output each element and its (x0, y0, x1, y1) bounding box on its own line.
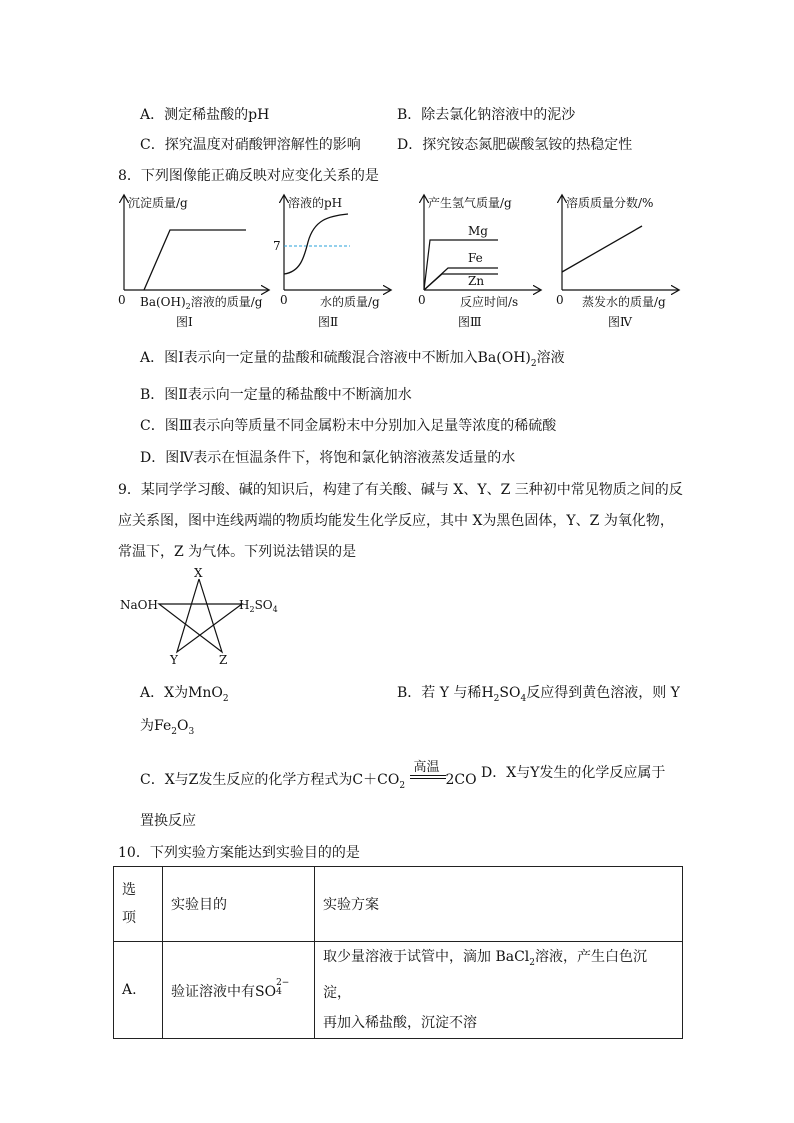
table-row (114, 942, 683, 1039)
graph-4 (556, 192, 686, 332)
graph-4-xlabel: 蒸发水的质量/g (582, 295, 666, 309)
graph-3-zn-label: Zn (468, 274, 485, 288)
graph-3-fe-line (424, 268, 498, 290)
graph-2-origin: 0 (280, 293, 288, 307)
graph-1-ylabel: 沉淀质量/g (128, 196, 188, 210)
row-a-purpose: 验证溶液中有SO 2− 4 (163, 942, 315, 1039)
row-a-plan: 取少量溶液于试管中，滴加 BaCl$_2$溶液，产生白色沉淀， 再加入稀盐酸，沉淀不溶 (315, 942, 683, 1039)
relation-star-diagram (118, 562, 288, 672)
graph-1-origin: 0 (118, 293, 126, 307)
q9-stem-line3: 常温下，Z 为气体。下列说法错误的是 (118, 544, 357, 560)
graph-2-xlabel: 水的质量/g (320, 295, 380, 309)
graph-3-mg-label: Mg (468, 224, 488, 238)
graph-3-mg-line (424, 240, 498, 290)
graph-4-ylabel: 溶质质量分数/% (566, 196, 654, 210)
graph-1-xlabel: $Ba(OH)_2$溶液的质量/g (140, 295, 263, 311)
graph-3 (418, 192, 548, 332)
q9-option-d-continued: 置换反应 (140, 813, 196, 829)
graph-3-fe-label: Fe (468, 251, 483, 265)
graph-3-ylabel: 产生氢气质量/g (428, 196, 512, 210)
graph-4-caption: 图Ⅳ (608, 315, 632, 329)
star-naoh: NaOH (120, 598, 158, 612)
table-header-row (114, 867, 683, 942)
star-y: Y (170, 653, 178, 667)
q9-stem-line1: 9．某同学学习酸、碱的知识后，构建了有关酸、碱与 X、Y、Z 三种初中常见物质之间的反 (118, 482, 683, 498)
q8-stem: 8．下列图像能正确反映对应变化关系的是 (118, 168, 379, 184)
q9-option-c: C．X与Z发生反应的化学方程式为$C+CO_2$ 高温 2CO (140, 760, 477, 791)
graph-2-caption: 图Ⅱ (318, 315, 339, 329)
q8-option-d: D．图Ⅳ表示在恒温条件下，将饱和氯化钠溶液蒸发适量的水 (140, 450, 516, 466)
header-option: 选 项 (114, 867, 163, 942)
header-plan: 实验方案 (315, 867, 683, 942)
header-purpose: 实验目的 (163, 867, 315, 942)
q9-option-b: B．若 Y 与稀$H_2SO_4$反应得到黄色溶液，则 Y (397, 685, 680, 704)
q10-stem: 10．下列实验方案能达到实验目的的是 (118, 845, 360, 861)
q7-option-c: C．探究温度对硝酸钾溶解性的影响 (140, 137, 361, 153)
graph-3-zn-line (424, 274, 498, 290)
graph-2-ylabel: 溶液的pH (288, 196, 343, 210)
graph-1 (118, 192, 278, 332)
reaction-condition-arrow: 高温 (410, 762, 446, 788)
q9-option-a: A．X为MnO$_2$ (140, 685, 229, 704)
graph-2 (273, 192, 398, 332)
star-x: X (194, 566, 203, 580)
graph-3-caption: 图Ⅲ (458, 315, 482, 329)
star-lines (159, 579, 242, 652)
q7-option-b: B．除去氯化钠溶液中的泥沙 (397, 107, 576, 123)
graph-2-tick-7: 7 (273, 239, 281, 253)
graph-1-curve (144, 230, 246, 290)
graph-1-caption: 图Ⅰ (176, 315, 193, 329)
q10-table (113, 866, 683, 1039)
q7-option-a: A．测定稀盐酸的pH (140, 107, 270, 123)
graph-3-origin: 0 (418, 293, 426, 307)
star-h2so4: $H_2SO_4$ (239, 598, 278, 614)
q9-option-d: D．X与Y发生的化学反应属于 (481, 765, 666, 781)
star-z: Z (219, 653, 228, 667)
graph-2-curve (284, 214, 348, 274)
q8-option-a: A．图Ⅰ表示向一定量的盐酸和硫酸混合溶液中不断加入$Ba(OH)_2$溶液 (140, 350, 565, 369)
graph-4-origin: 0 (556, 293, 564, 307)
graph-4-curve (562, 226, 642, 272)
q9-stem-line2: 应关系图，图中连线两端的物质均能发生化学反应，其中 X为黑色固体，Y、Z 为氧化物， (118, 513, 674, 529)
q8-option-c: C．图Ⅲ表示向等质量不同金属粉末中分别加入足量等浓度的稀硫酸 (140, 418, 557, 434)
q9-option-b-continued: 为$Fe_2O_3$ (140, 718, 195, 737)
row-a-option: A. (114, 942, 163, 1039)
q7-option-d: D．探究铵态氮肥碳酸氢铵的热稳定性 (397, 137, 633, 153)
q8-option-b: B．图Ⅱ表示向一定量的稀盐酸中不断滴加水 (140, 387, 412, 403)
graph-3-xlabel: 反应时间/s (460, 295, 519, 309)
